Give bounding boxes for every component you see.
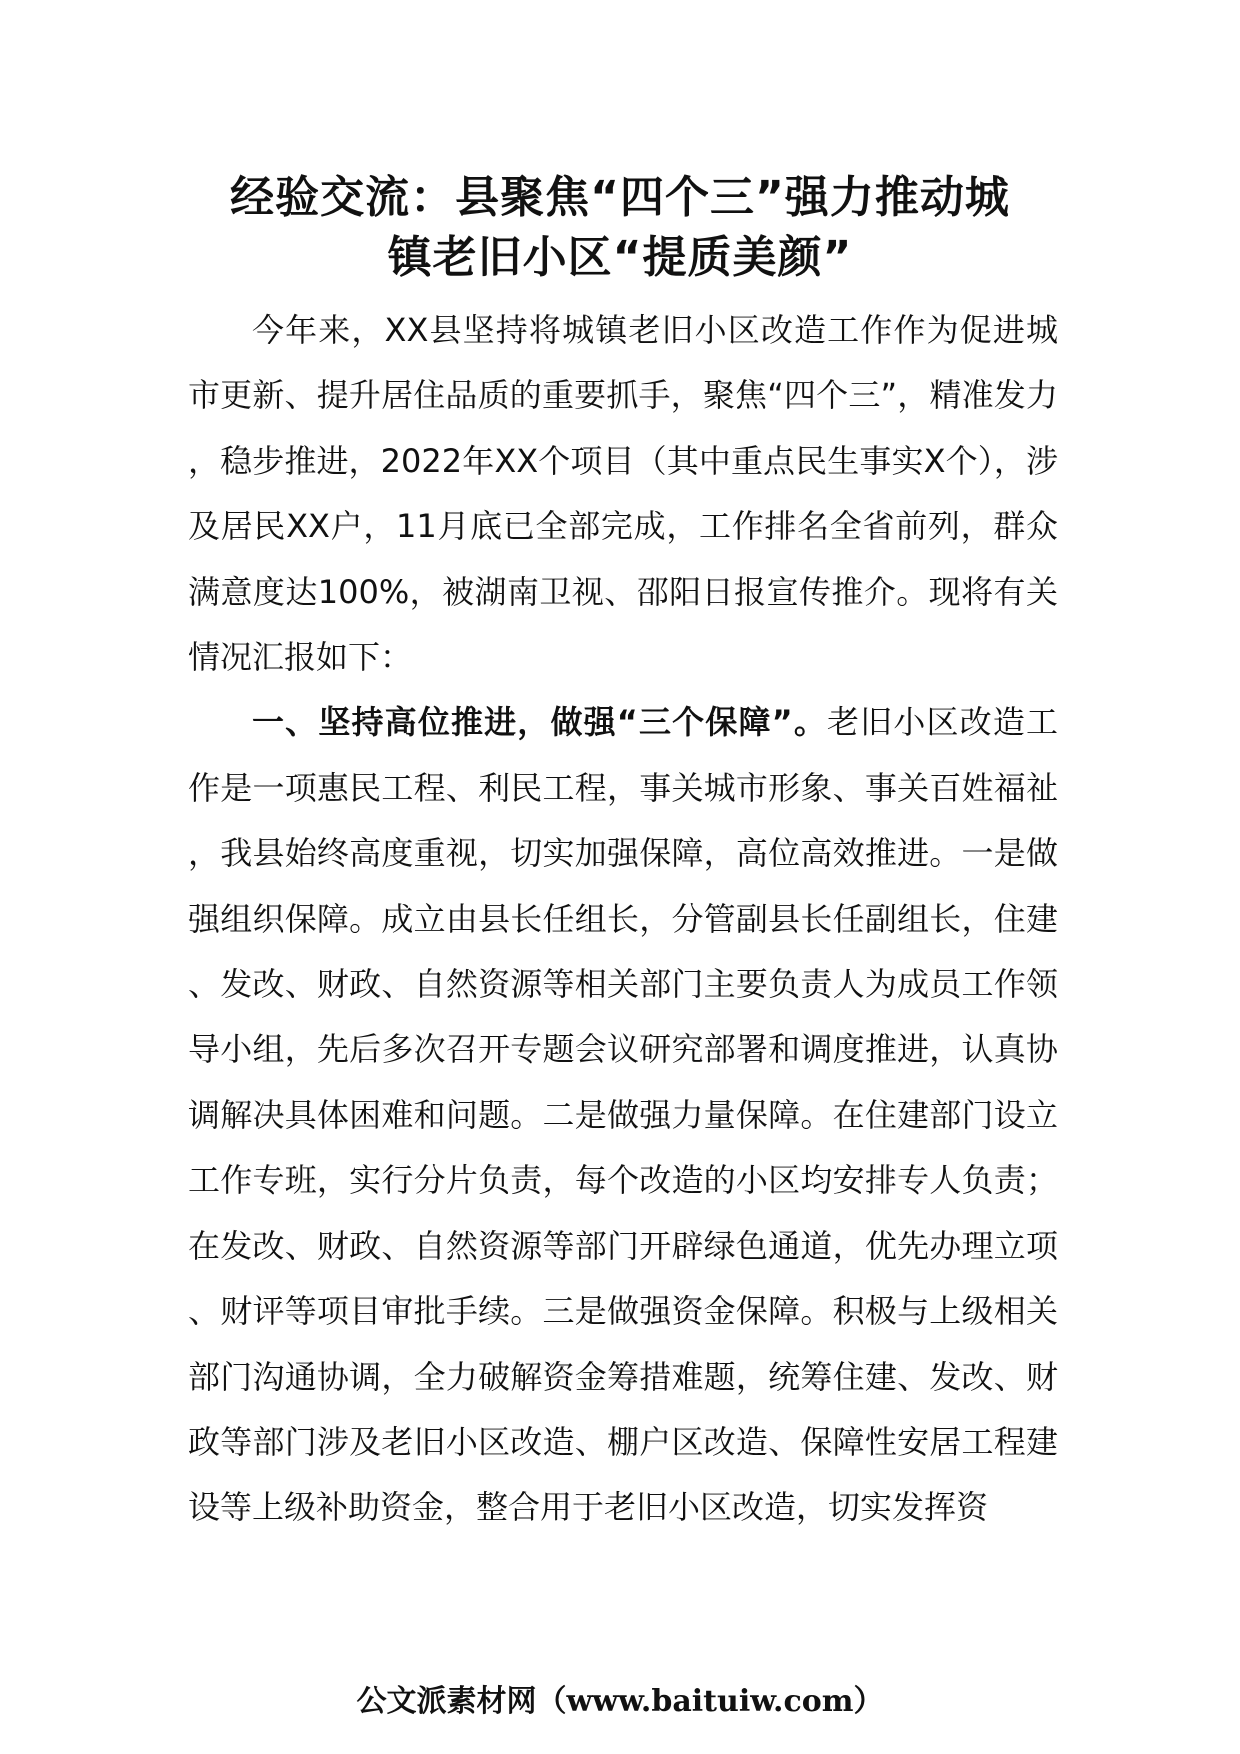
document-body — [188, 298, 1058, 1541]
paragraph-text: 老旧小区改造工作是一项惠民工程、利民工程，事关城市形象、事关百姓福祉，我县始终高度重视，切实加强保障，高位高效推进。一是做强组织保障。成立由县长任组长，分管副县长任副组长，住建、发改、财政、自然资源等相关部门主要负责人为成员工作领导小组，先后多次召开专题会议研究部署和调度推进，认真协调解决具体困难和问题。二是做强力量保障。在住建部门设立工作专班，实行分片负责，每个改造的小区均安排专人负责；在发改、财政、自然资源等部门开辟绿色通道，优先办理立项、财评等项目审批手续。三是做强资金保障。积极与上级相关部门沟通协调，全力破解资金筹措难题，统筹住建、发改、财政等部门涉及老旧小区改造、棚户区改造、保障性安居工程建设等上级补助资金，整合用于老旧小区改造，切实发挥资 — [188, 703, 1058, 1527]
footer-close-paren: ） — [853, 1684, 884, 1719]
document-title — [170, 168, 1070, 288]
footer-watermark — [0, 1676, 1240, 1720]
title-line-1: 经验交流：县聚焦“四个三”强力推动城 — [230, 172, 1010, 223]
paragraph-intro — [188, 298, 1058, 690]
paragraph-section-1 — [188, 690, 1058, 1540]
section-heading: 一、坚持高位推进，做强“三个保障”。 — [252, 703, 827, 742]
title-line-2: 镇老旧小区“提质美颜” — [387, 232, 853, 283]
footer-site-name: 公文派素材网 — [356, 1684, 537, 1719]
paragraph-text: 今年来，XX县坚持将城镇老旧小区改造工作作为促进城市更新、提升居住品质的重要抓手，聚焦“四个三”，精准发力，稳步推进，2022年XX个项目（其中重点民生事实X个），涉及居民XX户，11月底已全部完成，工作排名全省前列，群众满意度达100%，被湖南卫视、邵阳日报宣传推介。现将有关情况汇报如下： — [188, 311, 1058, 677]
footer-open-paren: （ — [536, 1684, 567, 1719]
footer-url: www.baituiw.com — [566, 1684, 854, 1719]
